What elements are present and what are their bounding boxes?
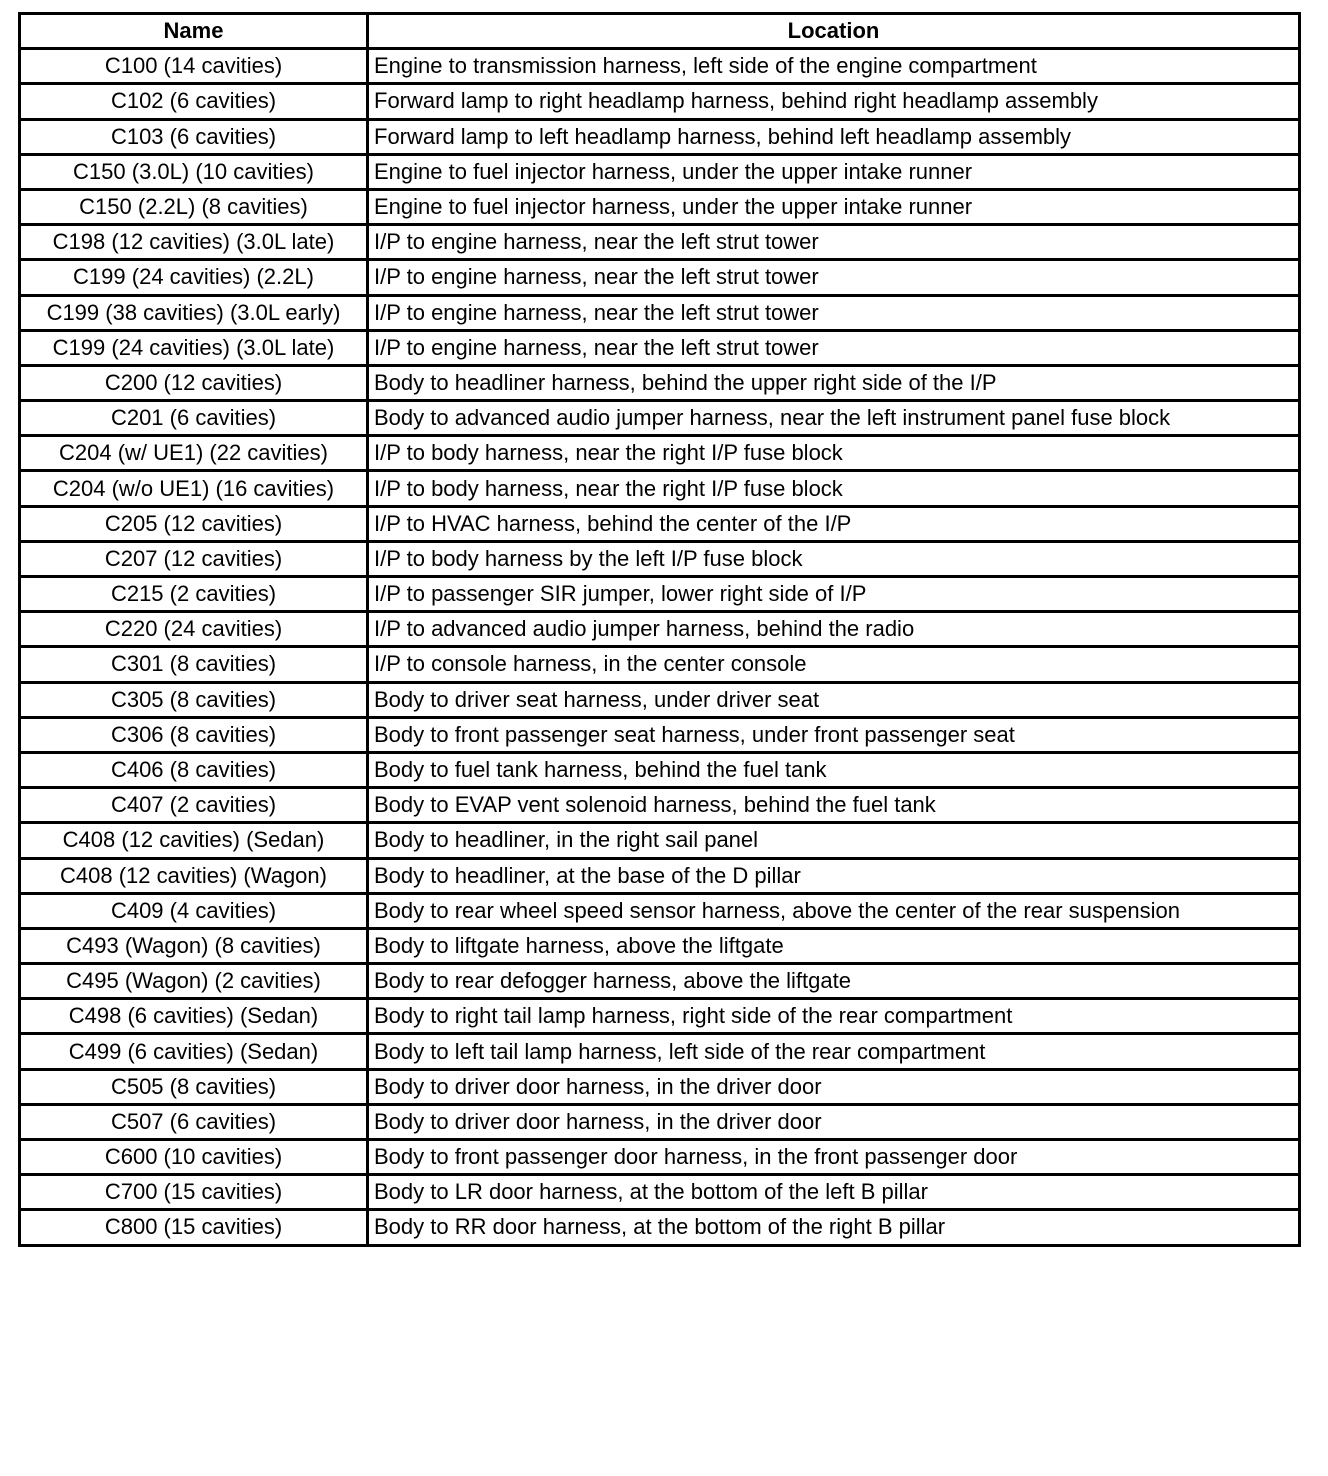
- connector-location-cell: Body to rear wheel speed sensor harness, above the center of the rear suspension: [368, 893, 1300, 928]
- header-location: Location: [368, 14, 1300, 49]
- connector-location-cell: Engine to fuel injector harness, under the upper intake runner: [368, 189, 1300, 224]
- table-row: [20, 189, 1300, 224]
- table-row: [20, 858, 1300, 893]
- table-row: [20, 1104, 1300, 1139]
- connector-name-cell: C800 (15 cavities): [20, 1210, 368, 1245]
- connector-name-cell: C199 (24 cavities) (3.0L late): [20, 330, 368, 365]
- connector-location-cell: Body to front passenger door harness, in the front passenger door: [368, 1140, 1300, 1175]
- table-row: [20, 612, 1300, 647]
- table-row: [20, 964, 1300, 999]
- connector-location-cell: Body to right tail lamp harness, right side of the rear compartment: [368, 999, 1300, 1034]
- table-row: [20, 119, 1300, 154]
- connector-location-cell: Engine to transmission harness, left side of the engine compartment: [368, 49, 1300, 84]
- table-row: [20, 717, 1300, 752]
- table-row: [20, 541, 1300, 576]
- connector-location-cell: I/P to body harness, near the right I/P fuse block: [368, 471, 1300, 506]
- table-row: [20, 647, 1300, 682]
- connector-location-cell: Body to rear defogger harness, above the liftgate: [368, 964, 1300, 999]
- table-row: [20, 49, 1300, 84]
- connector-name-cell: C199 (24 cavities) (2.2L): [20, 260, 368, 295]
- connector-location-cell: Body to driver door harness, in the driver door: [368, 1069, 1300, 1104]
- connector-location-cell: I/P to advanced audio jumper harness, behind the radio: [368, 612, 1300, 647]
- connector-name-cell: C201 (6 cavities): [20, 401, 368, 436]
- table-row: [20, 401, 1300, 436]
- table-row: [20, 928, 1300, 963]
- connector-location-cell: Body to fuel tank harness, behind the fuel tank: [368, 752, 1300, 787]
- connector-location-cell: Body to driver seat harness, under driver seat: [368, 682, 1300, 717]
- connector-name-cell: C150 (3.0L) (10 cavities): [20, 154, 368, 189]
- connector-location-cell: Body to EVAP vent solenoid harness, behind the fuel tank: [368, 788, 1300, 823]
- connector-location-cell: Body to liftgate harness, above the liftgate: [368, 928, 1300, 963]
- table-row: [20, 1034, 1300, 1069]
- connector-name-cell: C301 (8 cavities): [20, 647, 368, 682]
- connector-location-cell: Body to RR door harness, at the bottom of the right B pillar: [368, 1210, 1300, 1245]
- connector-location-cell: Forward lamp to left headlamp harness, behind left headlamp assembly: [368, 119, 1300, 154]
- connector-name-cell: C204 (w/ UE1) (22 cavities): [20, 436, 368, 471]
- table-row: [20, 1069, 1300, 1104]
- connector-location-cell: Body to headliner harness, behind the upper right side of the I/P: [368, 365, 1300, 400]
- connector-name-cell: C150 (2.2L) (8 cavities): [20, 189, 368, 224]
- table-row: [20, 788, 1300, 823]
- connector-name-cell: C207 (12 cavities): [20, 541, 368, 576]
- connector-name-cell: C505 (8 cavities): [20, 1069, 368, 1104]
- table-row: [20, 154, 1300, 189]
- connector-name-cell: C409 (4 cavities): [20, 893, 368, 928]
- connector-name-cell: C493 (Wagon) (8 cavities): [20, 928, 368, 963]
- connector-name-cell: C600 (10 cavities): [20, 1140, 368, 1175]
- connector-name-cell: C306 (8 cavities): [20, 717, 368, 752]
- connector-location-cell: I/P to body harness by the left I/P fuse block: [368, 541, 1300, 576]
- connector-location-cell: I/P to engine harness, near the left strut tower: [368, 260, 1300, 295]
- table-row: [20, 295, 1300, 330]
- connector-location-cell: Body to front passenger seat harness, under front passenger seat: [368, 717, 1300, 752]
- connector-location-cell: I/P to engine harness, near the left strut tower: [368, 330, 1300, 365]
- table-row: [20, 682, 1300, 717]
- connector-name-cell: C200 (12 cavities): [20, 365, 368, 400]
- connector-name-cell: C406 (8 cavities): [20, 752, 368, 787]
- connector-location-cell: I/P to HVAC harness, behind the center of the I/P: [368, 506, 1300, 541]
- connector-location-cell: Engine to fuel injector harness, under the upper intake runner: [368, 154, 1300, 189]
- table-row: [20, 752, 1300, 787]
- table-row: [20, 1210, 1300, 1245]
- connector-location-cell: Forward lamp to right headlamp harness, behind right headlamp assembly: [368, 84, 1300, 119]
- connector-name-cell: C498 (6 cavities) (Sedan): [20, 999, 368, 1034]
- connector-location-cell: I/P to engine harness, near the left strut tower: [368, 295, 1300, 330]
- connector-name-cell: C499 (6 cavities) (Sedan): [20, 1034, 368, 1069]
- connector-name-cell: C102 (6 cavities): [20, 84, 368, 119]
- table-row: [20, 330, 1300, 365]
- connector-name-cell: C215 (2 cavities): [20, 577, 368, 612]
- table-row: [20, 823, 1300, 858]
- connector-name-cell: C103 (6 cavities): [20, 119, 368, 154]
- table-row: [20, 471, 1300, 506]
- header-row: [20, 14, 1300, 49]
- table-row: [20, 506, 1300, 541]
- table-row: [20, 84, 1300, 119]
- connector-name-cell: C198 (12 cavities) (3.0L late): [20, 225, 368, 260]
- table-header: [20, 14, 1300, 49]
- connector-name-cell: C100 (14 cavities): [20, 49, 368, 84]
- connector-location-cell: I/P to console harness, in the center console: [368, 647, 1300, 682]
- table-row: [20, 225, 1300, 260]
- connector-name-cell: C220 (24 cavities): [20, 612, 368, 647]
- connector-name-cell: C408 (12 cavities) (Sedan): [20, 823, 368, 858]
- table-row: [20, 893, 1300, 928]
- connector-table: [18, 12, 1301, 1247]
- connector-name-cell: C700 (15 cavities): [20, 1175, 368, 1210]
- connector-location-cell: Body to LR door harness, at the bottom of the left B pillar: [368, 1175, 1300, 1210]
- table-row: [20, 365, 1300, 400]
- connector-location-cell: Body to left tail lamp harness, left side of the rear compartment: [368, 1034, 1300, 1069]
- connector-name-cell: C199 (38 cavities) (3.0L early): [20, 295, 368, 330]
- connector-table-container: [18, 12, 1298, 1247]
- connector-name-cell: C495 (Wagon) (2 cavities): [20, 964, 368, 999]
- connector-location-cell: I/P to passenger SIR jumper, lower right side of I/P: [368, 577, 1300, 612]
- connector-name-cell: C205 (12 cavities): [20, 506, 368, 541]
- connector-location-cell: Body to driver door harness, in the driver door: [368, 1104, 1300, 1139]
- connector-name-cell: C408 (12 cavities) (Wagon): [20, 858, 368, 893]
- table-row: [20, 260, 1300, 295]
- connector-location-cell: Body to headliner, in the right sail panel: [368, 823, 1300, 858]
- connector-location-cell: Body to advanced audio jumper harness, near the left instrument panel fuse block: [368, 401, 1300, 436]
- connector-name-cell: C204 (w/o UE1) (16 cavities): [20, 471, 368, 506]
- table-body: [20, 49, 1300, 1245]
- connector-name-cell: C305 (8 cavities): [20, 682, 368, 717]
- connector-location-cell: I/P to body harness, near the right I/P fuse block: [368, 436, 1300, 471]
- table-row: [20, 1175, 1300, 1210]
- connector-name-cell: C407 (2 cavities): [20, 788, 368, 823]
- table-row: [20, 1140, 1300, 1175]
- connector-location-cell: I/P to engine harness, near the left strut tower: [368, 225, 1300, 260]
- connector-location-cell: Body to headliner, at the base of the D pillar: [368, 858, 1300, 893]
- table-row: [20, 436, 1300, 471]
- header-name: Name: [20, 14, 368, 49]
- table-row: [20, 577, 1300, 612]
- connector-name-cell: C507 (6 cavities): [20, 1104, 368, 1139]
- table-row: [20, 999, 1300, 1034]
